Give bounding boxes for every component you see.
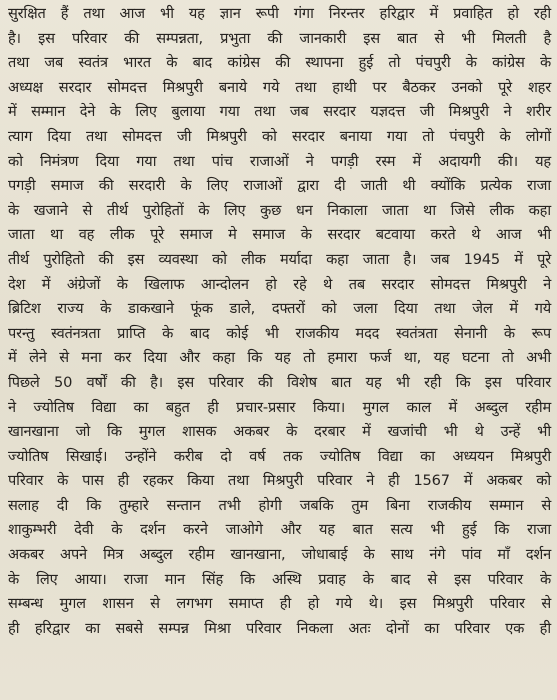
- text-line: पगड़ी समाज की सरदारी के लिए राजाओं द्वारा दी जाती थी क्योंकि प्रत्येक राजा: [8, 177, 551, 195]
- text-line: तथा जब स्वतंत्र भारत के बाद कांग्रेस की स्थापना हुई तो पंचपुरी के कांग्रेस के: [8, 54, 551, 72]
- text-line: ही हरिद्वार का सबसे सम्पन्न मिश्रा परिवार निकला अतः दोनों का परिवार एक ही: [8, 619, 551, 637]
- text-line: के खजाने से तीर्थ पुरोहितों के लिए कुछ धन निकाला जाता था जिसे लीक कहा: [8, 201, 551, 219]
- text-line: के लिए आया। राजा मान सिंह कि अस्थि प्रवाह के बाद से इस परिवार के: [8, 570, 551, 588]
- text-line: सम्बन्ध मुगल शासन से लगभग समाप्त ही हो गये थे। इस मिश्रपुरी परिवार से: [8, 595, 551, 613]
- text-line: परन्तु स्वतंनत्रता प्राप्ति के बाद कोई भी राजकीय मदद स्वतंत्रता सेनानी के रूप: [8, 324, 551, 342]
- text-line: जाता था वह लीक पूरे समाज मे समाज के सरदार बटवाया करते थे आज भी: [8, 226, 551, 244]
- text-line: में लेने से मना कर दिया और कहा कि यह तो हमारा फर्ज था, यह घटना तो अभी: [8, 349, 551, 367]
- text-line: देश में अंग्रेजों के खिलाफ आन्दोलन हो रहे थे तब सरदार सोमदत्त मिश्रपुरी ने: [8, 275, 551, 293]
- text-line: अकबर अपने मित्र अब्दुल रहीम खानखाना, जोधाबाई के साथ नंगे पांव माँ दर्शन: [8, 546, 551, 564]
- text-line: तीर्थ पुरोहितो की इस व्यवस्था को लीक मर्यादा कहा जाता है। जब 1945 में पूरे: [8, 250, 551, 268]
- text-line: को निमंत्रण दिया गया तथा पांच राजाओं ने पगड़ी रस्म में अदायगी की। यह: [8, 152, 551, 170]
- text-line: शाकुम्भरी देवी के दर्शन करने जाओगे और यह बात सत्य भी हुई कि राजा: [8, 521, 551, 539]
- text-line: है। इस परिवार की सम्पन्नता, प्रभुता की जानकारी इस बात से भी मिलती है: [8, 29, 551, 47]
- text-line: सुरक्षित हैं तथा आज भी यह ज्ञान रूपी गंगा निरन्तर हरिद्वार में प्रवाहित हो रही: [8, 5, 551, 22]
- text-line: ने ज्योतिष विद्या का बहुत ही प्रचार-प्रसार किया। मुगल काल में अब्दुल रहीम: [8, 398, 551, 416]
- text-line: अध्यक्ष सरदार सोमदत्त मिश्रपुरी बनाये गये तथा हाथी पर बैठकर उनको पूरे शहर: [8, 78, 551, 96]
- text-line: खानखाना जो कि मुगल शासक अकबर के दरबार में खजांची भी थे उन्हें भी: [8, 423, 551, 441]
- text-line: में सम्मान देने के लिए बुलाया गया तथा जब सरदार यज्ञदत्त जी मिश्रपुरी ने शरीर: [8, 103, 551, 121]
- text-line: सलाह दी कि तुम्हारे सन्तान तभी होगी जबकि तुम बिना राजकीय सम्मान से: [8, 496, 551, 514]
- text-line: पिछले 50 वर्षों की है। इस परिवार की विशेष बात यह भी रही कि इस परिवार: [8, 373, 551, 391]
- text-line: परिवार के पास ही रहकर किया तथा मिश्रपुरी परिवार ने ही 1567 में अकबर को: [8, 472, 551, 490]
- text-line: ब्रिटिश राज्य के डाकखाने फूंक डाले, दफ्तरों को जला दिया तथा जेल में गये: [8, 300, 551, 318]
- paragraph: [8, 0, 551, 641]
- text-line: त्याग दिया तथा सोमदत्त जी मिश्रपुरी को सरदार बनाया गया तो पंचपुरी के लोगों: [8, 127, 551, 145]
- text-line: ज्योतिष सिखाई। उन्होंने करीब दो वर्ष तक ज्योतिष विद्या का अध्ययन मिश्रपुरी: [8, 447, 551, 465]
